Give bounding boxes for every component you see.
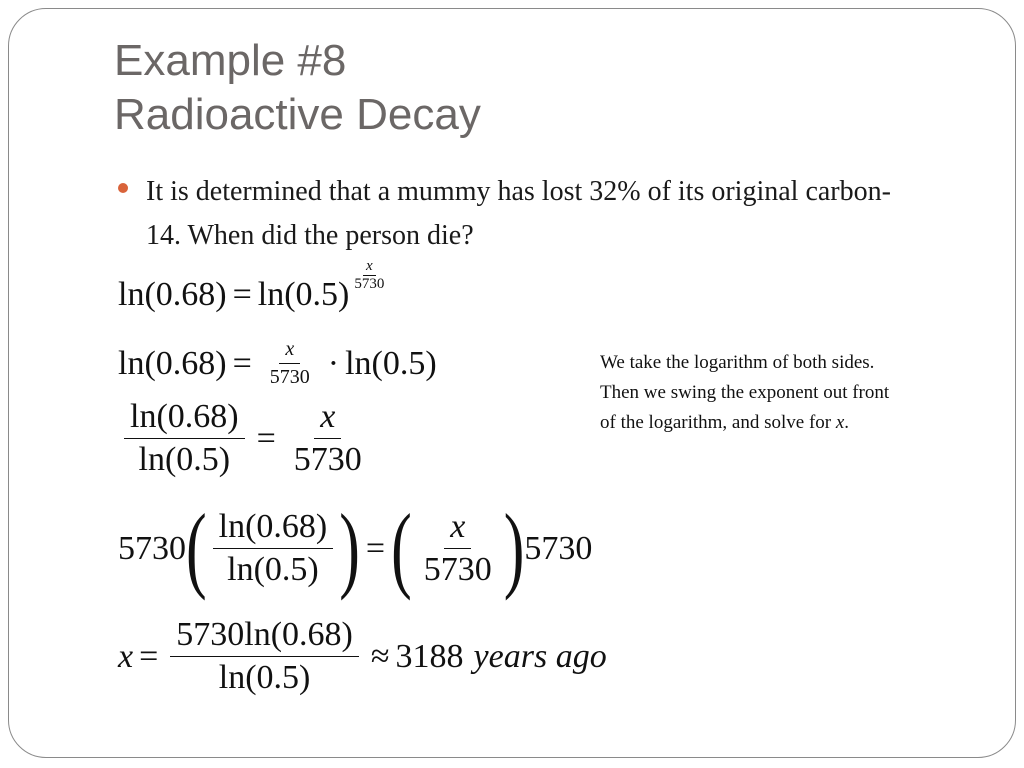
eq5-equals: = (139, 637, 159, 675)
eq2-fraction (264, 338, 316, 389)
eq3-lhs-fraction (124, 398, 245, 479)
eq3-rhs-num: x (314, 398, 341, 439)
eq4-rhs-num: x (444, 508, 471, 549)
eq3-equals: = (256, 419, 276, 457)
eq2-lhs: ln(0.68) (118, 344, 227, 382)
eq5-den: ln(0.5) (218, 659, 311, 696)
eq1-equals: = (232, 276, 252, 313)
equation-3 (118, 398, 374, 479)
eq1-lhs: ln(0.68) (118, 276, 227, 313)
equation-5 (118, 616, 607, 697)
eq4-open-paren-right: ( (391, 495, 412, 602)
title-line-1: Example #8 (114, 36, 347, 85)
eq5-approx: ≈ (370, 637, 390, 675)
equation-4 (118, 495, 593, 602)
eq4-close-paren-right: ) (503, 495, 525, 602)
eq3-lhs-num: ln(0.68) (124, 398, 245, 439)
eq2-dot: · (327, 344, 340, 382)
eq4-close-paren-left: ) (339, 495, 360, 602)
eq4-lhs-fraction (213, 508, 334, 589)
eq1-exponent (351, 258, 387, 293)
eq3-rhs-den: 5730 (293, 441, 362, 478)
eq4-open-paren-left: ( (186, 495, 207, 602)
equation-2 (118, 338, 437, 389)
eq3-lhs-den: ln(0.5) (138, 441, 231, 478)
eq4-coef-right: 5730 (524, 529, 593, 567)
eq4-coef-left: 5730 (118, 529, 186, 567)
eq4-equals: = (365, 529, 386, 567)
note-text: We take the logarithm of both sides. Then we swing the exponent out front of the logarithm, and solve for (600, 352, 890, 433)
eq4-rhs-fraction (418, 508, 498, 589)
bullet-item (118, 170, 918, 258)
eq5-num: 5730ln(0.68) (170, 616, 359, 657)
eq2-frac-den: 5730 (269, 366, 310, 388)
eq2-rhs: ln(0.5) (345, 344, 437, 382)
title-line-2: Radioactive Decay (114, 90, 481, 139)
eq2-equals: = (232, 344, 252, 382)
eq2-frac-num: x (279, 338, 300, 364)
note-variable: x (835, 412, 845, 433)
eq5-units: years ago (473, 637, 607, 675)
eq5-x: x (118, 637, 134, 675)
explanation-note (600, 348, 900, 438)
eq4-rhs-den: 5730 (423, 551, 492, 588)
eq5-fraction (170, 616, 359, 697)
eq1-exp-num: x (363, 258, 376, 276)
eq4-lhs-den: ln(0.5) (227, 551, 319, 588)
bullet-text: It is determined that a mummy has lost 32% of its original carbon-14. When did the person die? (146, 176, 891, 251)
equation-1 (118, 258, 387, 314)
eq3-rhs-fraction (288, 398, 368, 479)
note-period: . (844, 412, 850, 433)
eq4-lhs-num: ln(0.68) (213, 508, 334, 549)
bullet-dot-icon (118, 183, 128, 193)
eq5-result: 3188 (395, 637, 464, 675)
eq1-exp-den: 5730 (354, 276, 385, 292)
eq1-rhs: ln(0.5) (257, 276, 350, 313)
slide-title (114, 34, 481, 142)
